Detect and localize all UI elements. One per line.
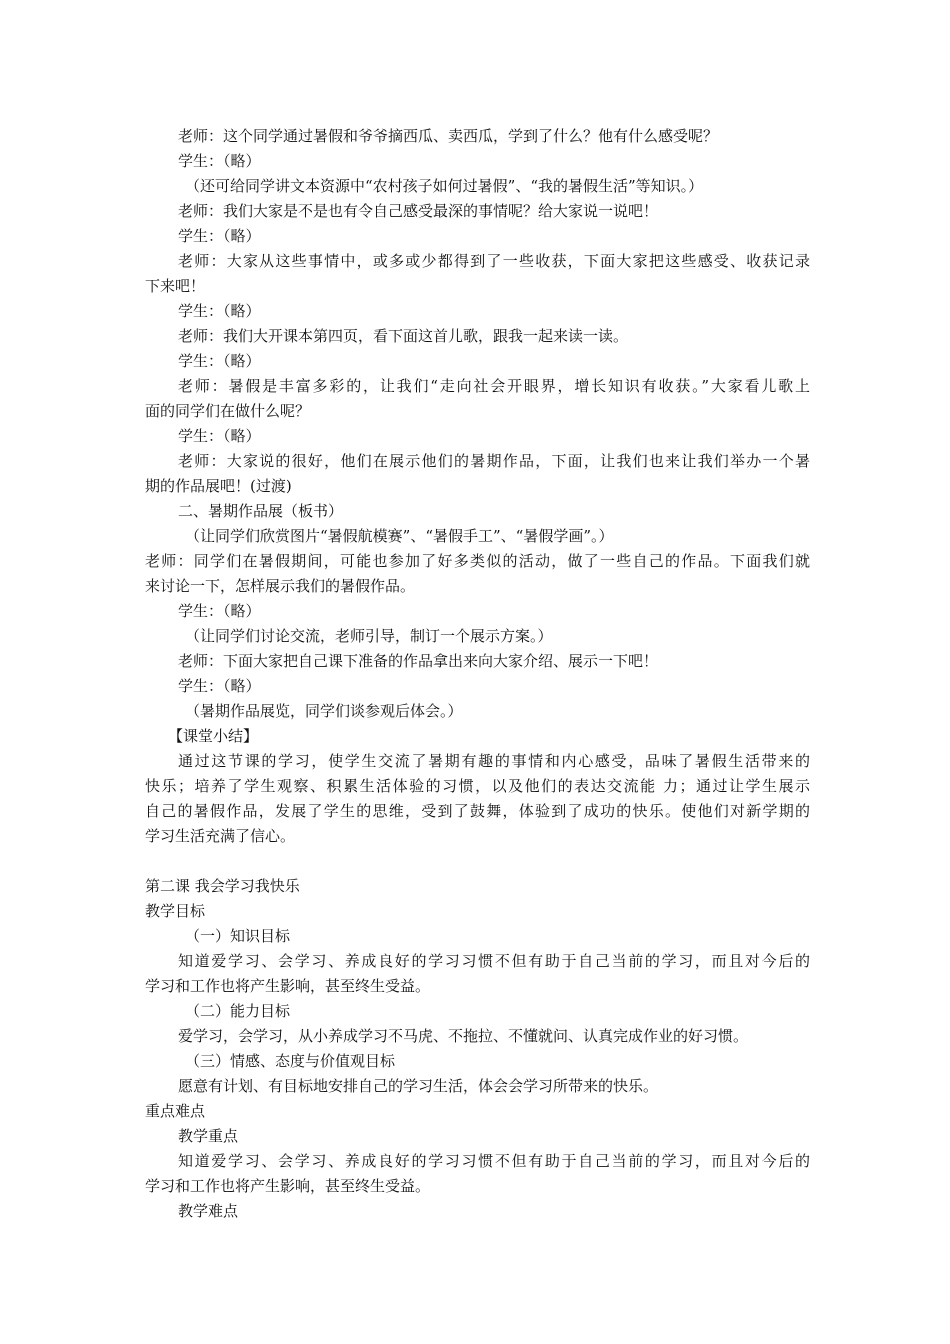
stage-note: （还可给同学讲文本资源中“农村孩子如何过暑假”、“我的暑假生活”等知识。） (185, 177, 704, 195)
summary-paragraph-line: 学习生活充满了信心。 (145, 827, 296, 845)
dialogue-line-continued: 下来吧！ (145, 277, 206, 295)
dialogue-line: 老师：这个同学通过暑假和爷爷摘西瓜、卖西瓜，学到了什么？他有什么感受呢？ (178, 127, 719, 145)
body-line: 学习和工作也将产生影响，甚至终生受益。 (145, 1177, 431, 1195)
stage-note: （暑期作品展览，同学们谈参观后体会。） (185, 702, 463, 720)
dialogue-line-continued: 期的作品展吧！(过渡) (145, 477, 292, 495)
subsection-heading: （三）情感、态度与价值观目标 (185, 1052, 396, 1070)
section-heading: 二、暑期作品展（板书） (178, 502, 344, 520)
dialogue-line-continued: 面的同学们在做什么呢？ (145, 402, 311, 420)
dialogue-line: 学生：（略） (178, 152, 261, 170)
dialogue-line: 老师：暑假是丰富多彩的，让我们“走向社会开眼界，增长知识有收获。”大家看儿歌上 (178, 377, 810, 395)
stage-note: （让同学们欣赏图片“暑假航模赛”、“暑假手工”、“暑假学画”。） (185, 527, 614, 545)
body-line: 爱学习，会学习，从小养成学习不马虎、不拖拉、不懂就问、认真完成作业的好习惯。 (178, 1027, 749, 1045)
subsection-heading: （一）知识目标 (185, 927, 291, 945)
dialogue-line: 学生：（略） (178, 602, 261, 620)
dialogue-line: 学生：（略） (178, 227, 261, 245)
dialogue-line-continued: 来讨论一下，怎样展示我们的暑假作品。 (145, 577, 416, 595)
subsection-heading: （二）能力目标 (185, 1002, 291, 1020)
summary-paragraph-line: 快乐；培养了学生观察、积累生活体验的习惯，以及他们的表达交流能 力；通过让学生展示 (145, 777, 810, 795)
dialogue-line: 老师：我们大家是不是也有令自己感受最深的事情呢？给大家说一说吧！ (178, 202, 659, 220)
section-heading: 教学目标 (145, 902, 206, 920)
dialogue-line: 老师：我们大开课本第四页，看下面这首儿歌，跟我一起来读一读。 (178, 327, 629, 345)
dialogue-line: 老师：大家从这些事情中，或多或少都得到了一些收获，下面大家把这些感受、收获记录 (178, 252, 810, 270)
dialogue-line: 学生：（略） (178, 302, 261, 320)
dialogue-line: 学生：（略） (178, 352, 261, 370)
dialogue-line: 学生：（略） (178, 677, 261, 695)
stage-note: （让同学们讨论交流，老师引导，制订一个展示方案。） (185, 627, 553, 645)
dialogue-line: 老师：同学们在暑假期间，可能也参加了好多类似的活动，做了一些自己的作品。下面我们就 (145, 552, 810, 570)
body-line: 知道爱学习、会学习、养成良好的学习习惯不但有助于自己当前的学习，而且对今后的 (178, 952, 810, 970)
body-line: 学习和工作也将产生影响，甚至终生受益。 (145, 977, 431, 995)
dialogue-line: 老师：大家说的很好，他们在展示他们的暑期作品，下面，让我们也来让我们举办一个暑 (178, 452, 810, 470)
dialogue-line: 老师：下面大家把自己课下准备的作品拿出来向大家介绍、展示一下吧！ (178, 652, 659, 670)
lesson-title: 第二课 我会学习我快乐 (145, 877, 300, 895)
summary-heading: 【课堂小结】 (168, 727, 259, 745)
dialogue-line: 学生：（略） (178, 427, 261, 445)
summary-paragraph-line: 自己的暑假作品，发展了学生的思维，受到了鼓舞，体验到了成功的快乐。使他们对新学期的 (145, 802, 810, 820)
subsection-heading: 教学重点 (178, 1127, 239, 1145)
body-line: 愿意有计划、有目标地安排自己的学习生活，体会会学习所带来的快乐。 (178, 1077, 659, 1095)
section-heading: 重点难点 (145, 1102, 206, 1120)
subsection-heading: 教学难点 (178, 1202, 239, 1220)
body-line: 知道爱学习、会学习、养成良好的学习习惯不但有助于自己当前的学习，而且对今后的 (178, 1152, 810, 1170)
summary-paragraph-line: 通过这节课的学习，使学生交流了暑期有趣的事情和内心感受，品味了暑假生活带来的 (178, 752, 810, 770)
